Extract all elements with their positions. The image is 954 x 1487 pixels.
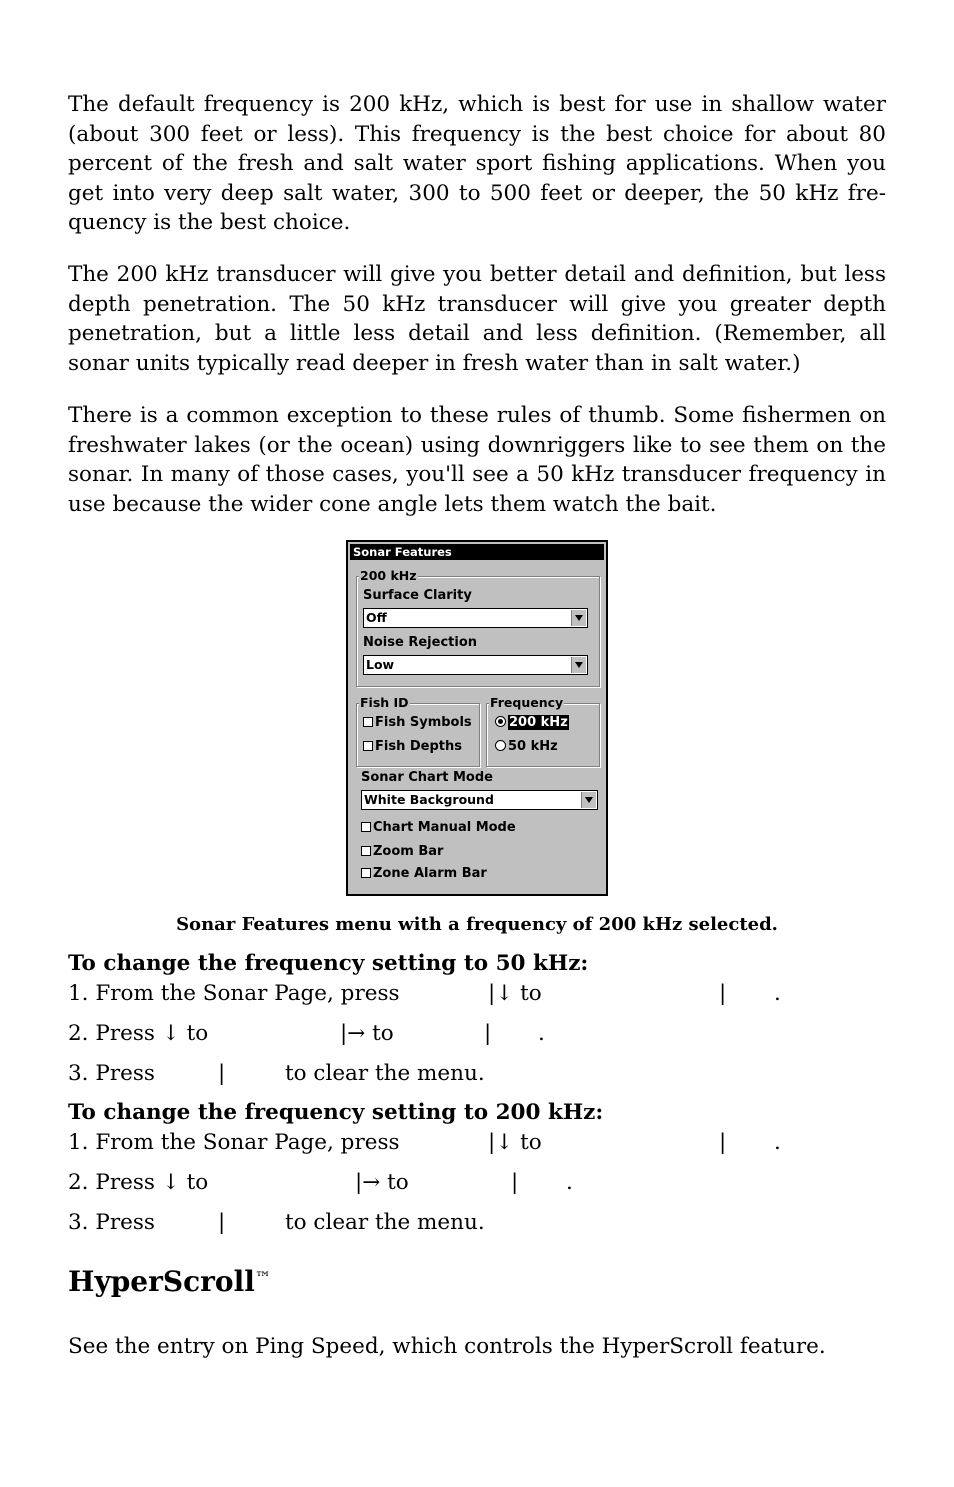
paragraph-default-frequency: The default frequency is 200 kHz, which is best for use in shallow water (about 300 feet or less). This frequency is the best choice for about 80 percent of the fresh and salt water sport fishing applications. When you get into very deep salt water, 300 to 500 feet or deeper, the 50 kHz fre-quency is the best choice. [68, 92, 886, 235]
zone-alarm-bar-label: Zone Alarm Bar [373, 866, 487, 881]
zoom-bar-label: Zoom Bar [373, 844, 444, 859]
frequency-200-label: 200 kHz [509, 715, 568, 730]
fish-depths-checkbox[interactable] [363, 739, 462, 755]
hyperscroll-paragraph: See the entry on Ping Speed, which controls the HyperScroll feature. [68, 1333, 826, 1359]
step-50-2a: 2. Press ↓ to [68, 1021, 209, 1046]
chevron-down-icon[interactable] [571, 610, 586, 626]
step-50-1c: | [719, 981, 727, 1006]
step-50-2c: | [484, 1021, 492, 1046]
chart-manual-mode-label: Chart Manual Mode [373, 820, 516, 835]
chevron-down-icon[interactable] [581, 792, 596, 808]
sonar-chart-mode-select[interactable] [361, 790, 598, 810]
checkbox-icon[interactable] [361, 868, 371, 878]
fish-id-legend: Fish ID [360, 695, 409, 710]
step-200-3c: to clear the menu. [285, 1210, 485, 1235]
step-50-2b: |→ to [340, 1021, 394, 1046]
step-50-2d: . [538, 1021, 545, 1046]
radio-selected-icon[interactable] [495, 716, 506, 727]
heading-200khz: To change the frequency setting to 200 kHz: [68, 1100, 604, 1125]
hyperscroll-heading [68, 1260, 271, 1300]
fish-symbols-label: Fish Symbols [375, 715, 472, 730]
step-200-3a: 3. Press [68, 1210, 155, 1235]
frequency-200-radio[interactable] [495, 715, 569, 731]
hyperscroll-title: HyperScroll [68, 1265, 255, 1298]
sonar-features-dialog [346, 540, 608, 896]
checkbox-icon[interactable] [363, 717, 373, 727]
heading-50khz: To change the frequency setting to 50 kHz: [68, 951, 589, 976]
noise-rejection-select[interactable] [363, 655, 588, 675]
step-200-2b: |→ to [355, 1170, 409, 1195]
step-50-3c: to clear the menu. [285, 1061, 485, 1086]
checkbox-icon[interactable] [361, 846, 371, 856]
trademark-symbol: ™ [254, 1268, 271, 1287]
step-50-3a: 3. Press [68, 1061, 155, 1086]
checkbox-icon[interactable] [361, 822, 371, 832]
surface-clarity-select[interactable] [363, 608, 588, 628]
surface-clarity-label: Surface Clarity [363, 588, 472, 603]
step-200-3b: | [218, 1210, 226, 1235]
surface-clarity-value: Off [366, 610, 387, 625]
chevron-down-icon[interactable] [571, 657, 586, 673]
chart-manual-mode-checkbox[interactable] [361, 820, 516, 836]
step-200-1d: . [774, 1130, 781, 1155]
group-fish-id [356, 695, 480, 767]
noise-rejection-value: Low [366, 657, 395, 672]
noise-rejection-label: Noise Rejection [363, 635, 478, 650]
step-50-1b: |↓ to [488, 981, 542, 1006]
sonar-chart-mode-value: White Background [364, 792, 494, 807]
paragraph-exception: There is a common exception to these rules of thumb. Some fishermen on freshwater lakes (or the ocean) using downriggers like to see them on the sonar. In many of those cases, you'll see a 50 kHz transducer frequency in use because the wider cone angle lets them watch the bait. [68, 403, 886, 517]
step-200-2d: . [566, 1170, 573, 1195]
step-50-1a: 1. From the Sonar Page, press [68, 981, 400, 1006]
frequency-legend: Frequency [490, 695, 564, 710]
checkbox-icon[interactable] [363, 741, 373, 751]
dialog-title: Sonar Features [350, 544, 604, 560]
step-200-2c: | [511, 1170, 519, 1195]
figure-caption: Sonar Features menu with a frequency of 200 kHz selected. [176, 914, 778, 935]
fish-depths-label: Fish Depths [375, 739, 462, 754]
step-200-1a: 1. From the Sonar Page, press [68, 1130, 400, 1155]
group-200khz-legend: 200 kHz [360, 568, 417, 583]
step-200-1c: | [719, 1130, 727, 1155]
radio-icon[interactable] [495, 740, 506, 751]
fish-symbols-checkbox[interactable] [363, 715, 472, 731]
step-50-1d: . [774, 981, 781, 1006]
group-frequency [486, 695, 600, 767]
step-200-2a: 2. Press ↓ to [68, 1170, 209, 1195]
sonar-chart-mode-label: Sonar Chart Mode [361, 770, 493, 785]
zone-alarm-bar-checkbox[interactable] [361, 866, 487, 882]
frequency-50-label: 50 kHz [508, 739, 558, 754]
frequency-50-radio[interactable] [495, 739, 558, 755]
step-200-1b: |↓ to [488, 1130, 542, 1155]
paragraph-transducer-comparison: The 200 kHz transducer will give you better detail and definition, but less depth penetration. The 50 kHz transducer will give you greater depth penetration, but a little less detail and less definition. (Remember, all sonar units typically read deeper in fresh water than in salt water.) [68, 262, 886, 376]
step-50-3b: | [218, 1061, 226, 1086]
zoom-bar-checkbox[interactable] [361, 844, 443, 860]
